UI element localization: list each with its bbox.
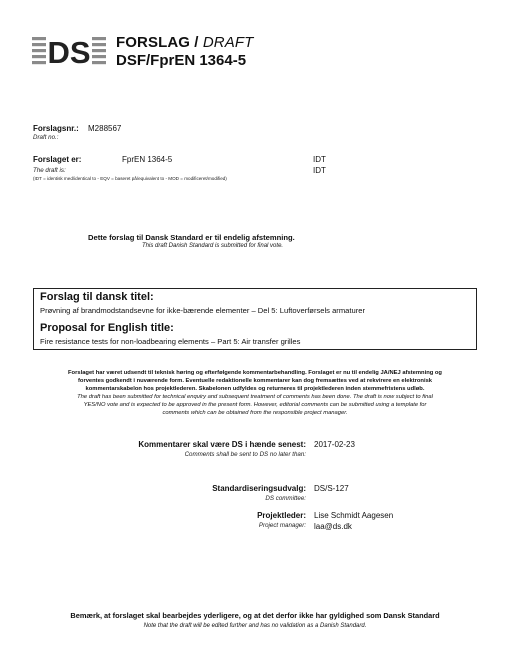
committee-label: Standardiseringsudvalg: (212, 484, 306, 493)
manager-name: Lise Schmidt Aagesen (314, 511, 394, 520)
footer-note: Bemærk, at forslaget skal bearbejdes yderligere, og at det derfor ikke har gyldighed som Dansk Standard (70, 611, 440, 620)
notice-paragraph (20, 369, 490, 417)
committee-value: DS/S-127 (314, 484, 349, 493)
deadline-label-en: Comments shall be sent to DS no later than: (184, 451, 306, 458)
notice-en-line: The draft has been submitted for technical enquiry and subsequent treatment of comments has been done. The draft is now subject to final (77, 394, 433, 400)
idt-status-2: IDT (313, 166, 326, 175)
title-prefix: FORSLAG / (116, 34, 203, 51)
footer-note-en: Note that the draft will be edited further and has no validation as a Danish Standard. (143, 623, 367, 629)
manager-label: Projektleder: (257, 511, 306, 520)
notice-en-line: comments which can be obtained from the responsible project manager. (162, 410, 348, 416)
notice-en-line: YES/NO vote and is expected to be approved in the present form. However, editorial comments can be submitted using a template for (83, 402, 427, 408)
logo-text: DS (47, 35, 91, 66)
vote-text: Dette forslag til Dansk Standard er til endelig afstemning. (88, 233, 295, 242)
idt-status-1: IDT (313, 155, 326, 164)
en-title-heading: Proposal for English title: (40, 322, 174, 334)
draft-is-label: Forslaget er: (33, 155, 82, 164)
deadline-value: 2017-02-23 (314, 440, 355, 449)
document-title (116, 34, 253, 51)
vote-text-en: This draft Danish Standard is submitted for final vote. (142, 243, 284, 249)
manager-email[interactable]: laa@ds.dk (314, 522, 352, 531)
idt-legend: (IDT = identisk med/identical to - EQV = baseret på/equivalent to - MOD = modificeret/modified) (33, 176, 227, 181)
draft-no-label-en: Draft no.: (33, 134, 59, 141)
notice-da-line: Forslaget har været udsendt til teknisk høring og efterfølgende kommentarbehandling. Forslaget er nu til endelig JA/NEJ afstemning og (68, 370, 442, 376)
ds-logo (32, 34, 110, 66)
manager-label-en: Project manager: (258, 522, 306, 529)
notice-da-line: kommentarskabelon hos projektlederen. Skabelonen udfyldes og returneres til projektlederen inden stemmefristens udløb. (85, 386, 425, 392)
draft-is-label-en: The draft is: (33, 167, 66, 174)
dk-title-heading: Forslag til dansk titel: (40, 291, 154, 303)
notice-da-line: forventes godkendt i nuværende form. Eventuelle redaktionelle kommentarer kan dog fremsættes ved at rekvirere en elektronisk (77, 378, 433, 384)
document-number: DSF/FprEN 1364-5 (116, 52, 247, 69)
draft-no-label: Forslagsnr.: (33, 124, 79, 133)
title-draft: DRAFT (202, 34, 254, 51)
titles-box (33, 288, 477, 350)
dk-title: Prøvning af brandmodstandsevne for ikke-bærende elementer – Del 5: Luftoverførsels armaturer (40, 306, 365, 315)
committee-label-en: DS committee: (265, 495, 306, 502)
deadline-label: Kommentarer skal være DS i hænde senest: (138, 440, 306, 449)
draft-is-value: FprEN 1364-5 (122, 155, 173, 164)
en-title: Fire resistance tests for non-loadbearing elements – Part 5: Air transfer grilles (40, 337, 301, 346)
draft-no-value: M288567 (88, 124, 122, 133)
